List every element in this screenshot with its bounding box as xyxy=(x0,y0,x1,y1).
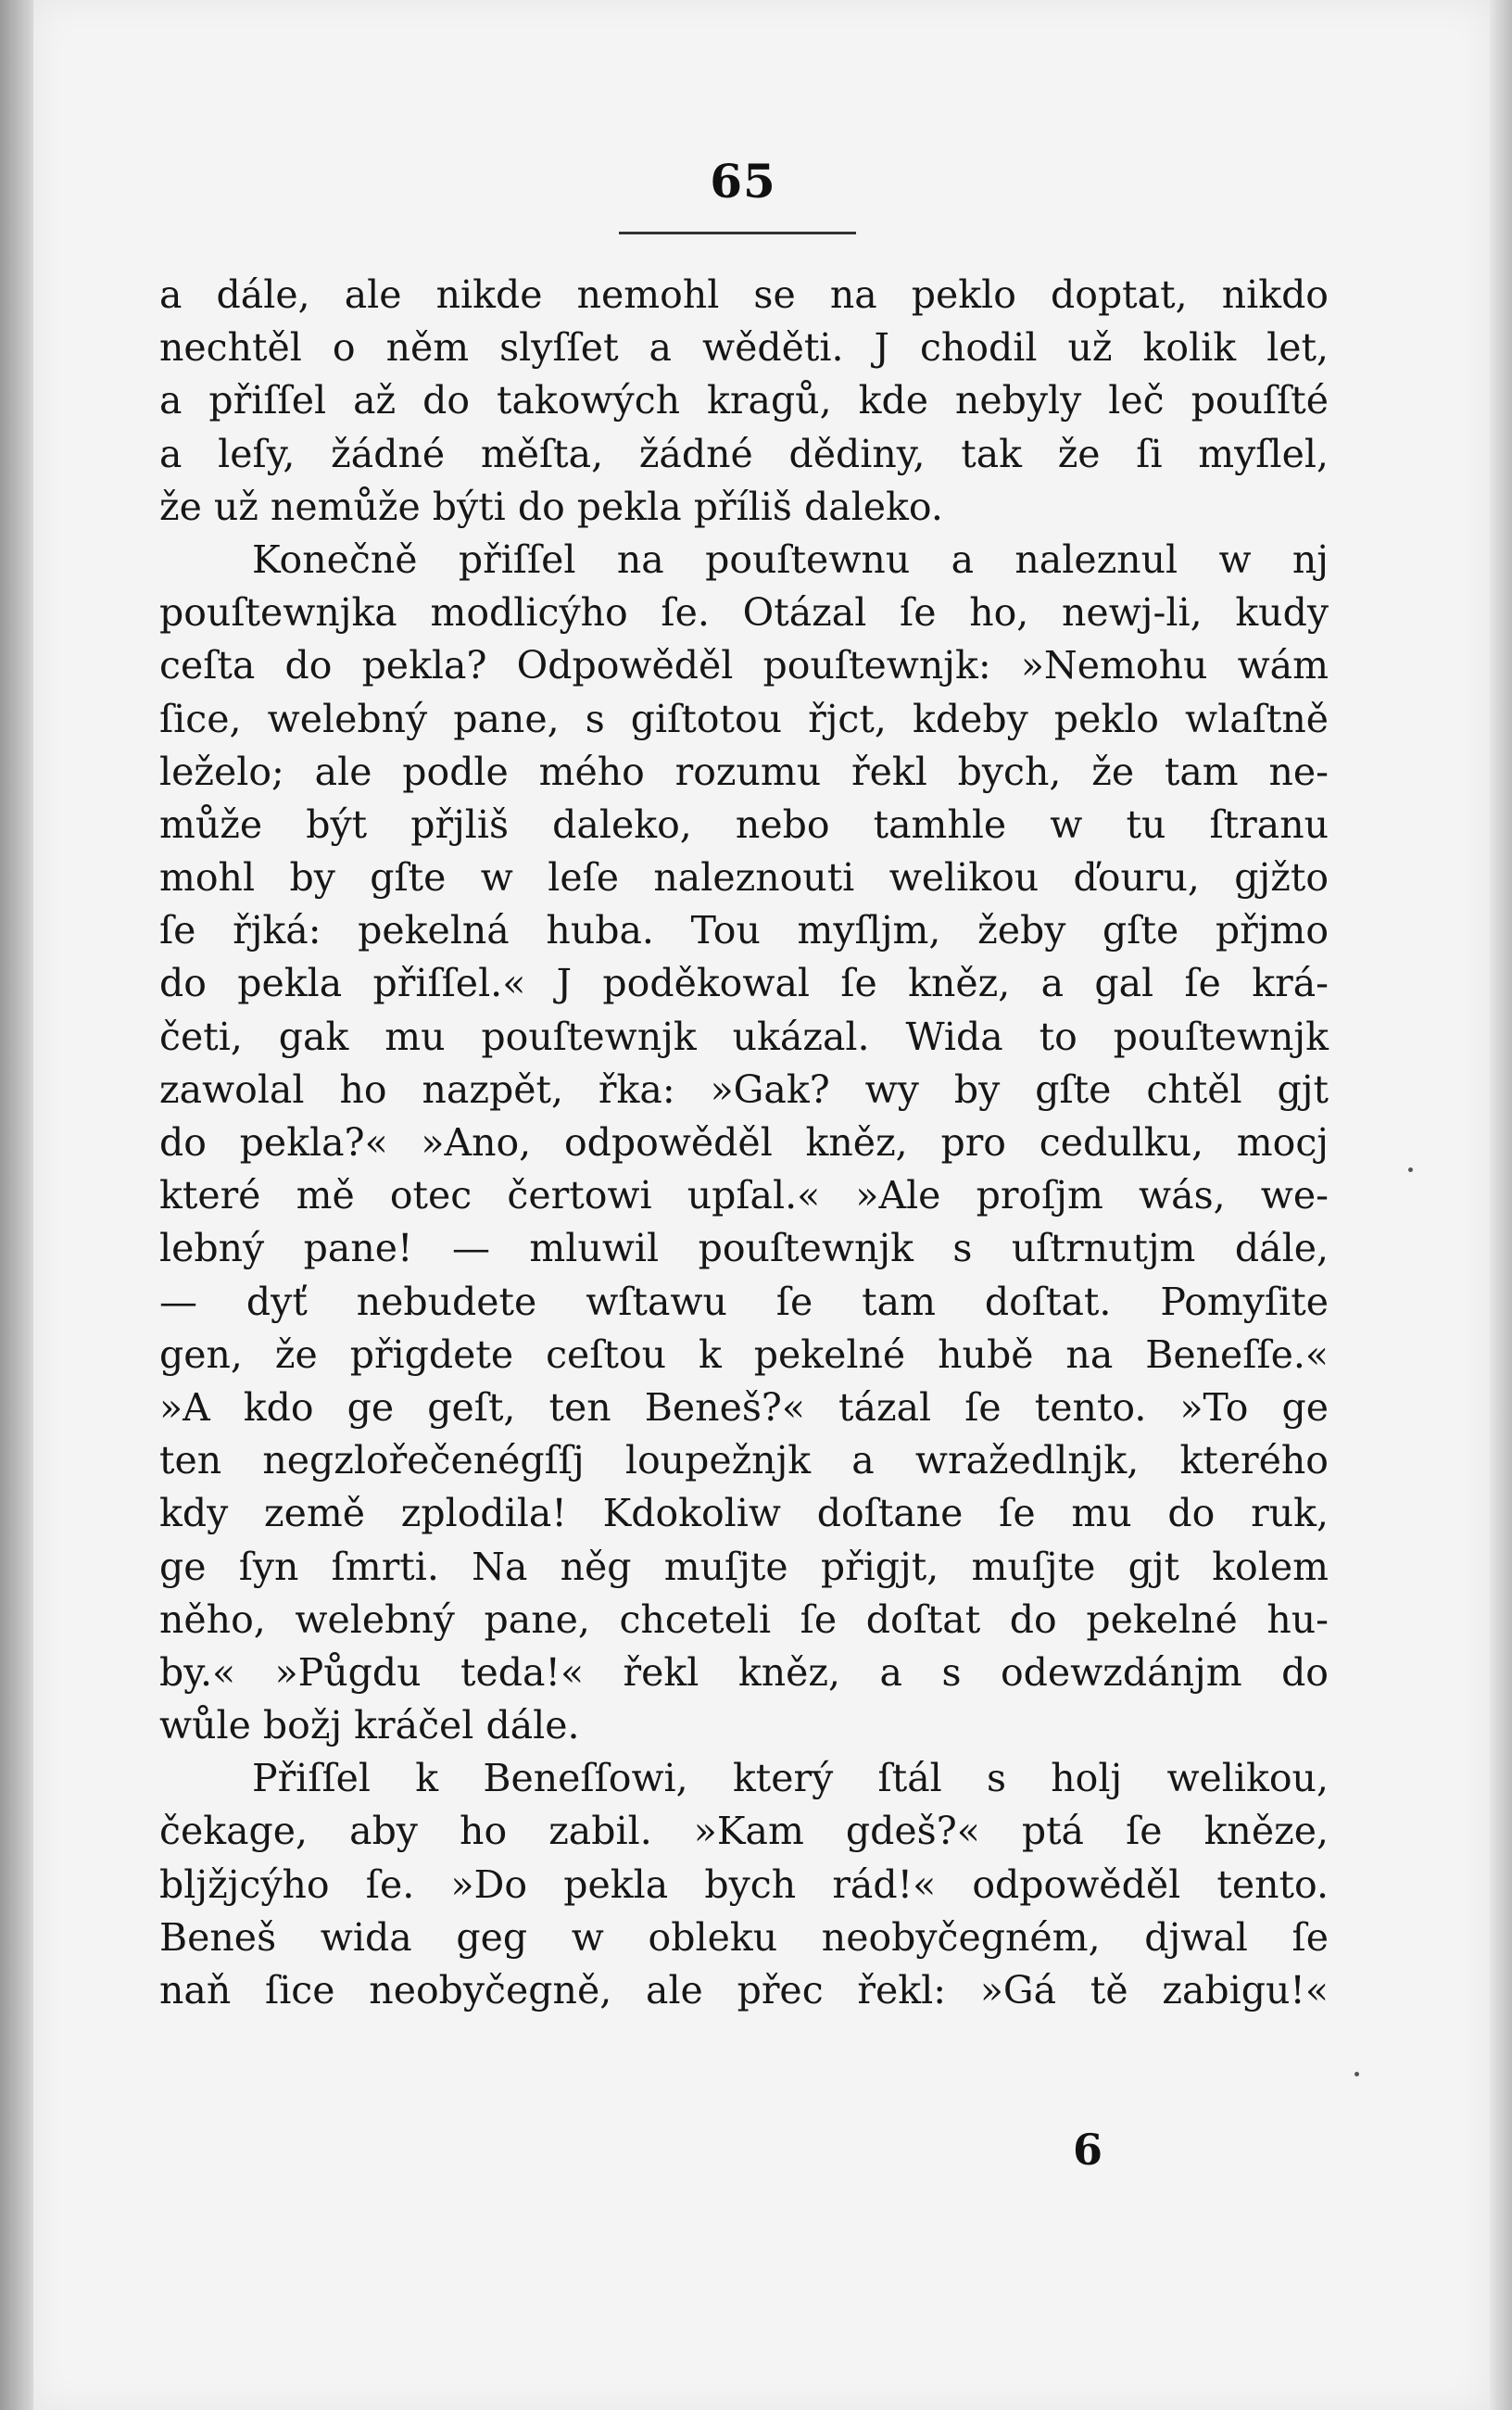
text-line: do pekla?« »Ano, odpowěděl kněz, pro cedulku, mocj xyxy=(159,1120,1329,1165)
paper-speck xyxy=(1408,1167,1413,1172)
text-line: zawolal ho nazpět, řka: »Gak? wy by gſte chtěl gjt xyxy=(159,1066,1329,1112)
text-line: leželo; ale podle mého rozumu řekl bych, že tam ne- xyxy=(159,749,1329,794)
text-line: wůle božj kráčel dále. xyxy=(159,1703,580,1748)
text-line: lebný pane! — mluwil pouſtewnjk s uſtrnutjm dále, xyxy=(159,1226,1329,1271)
text-line: že už nemůže býti do pekla příliš daleko. xyxy=(159,484,943,529)
text-line: Přiſſel k Beneſſowi, který ſtál s holj welikou, xyxy=(252,1756,1329,1801)
text-line: ten negzlořečenégſſj loupežnjk a wražedlnjk, kterého xyxy=(159,1438,1329,1483)
text-line: do pekla přiſſel.« J poděkowal ſe kněz, a gal ſe krá- xyxy=(159,961,1329,1006)
text-line: bljžjcýho ſe. »Do pekla bych rád!« odpowěděl tento. xyxy=(159,1861,1329,1907)
header-rule xyxy=(619,232,856,234)
text-line: čekage, aby ho zabil. »Kam gdeš?« ptá ſe kněze, xyxy=(159,1809,1329,1854)
text-line: ceſta do pekla? Odpowěděl pouſtewnjk: »Nemohu wám xyxy=(159,643,1329,688)
text-line: Beneš wida geg w obleku neobyčegném, djwal ſe xyxy=(159,1914,1329,1960)
text-line: mohl by gſte w leſe naleznouti welikou ďouru, gjžto xyxy=(159,855,1329,901)
text-line: četi, gak mu pouſtewnjk ukázal. Wida to pouſtewnjk xyxy=(159,1014,1329,1059)
paper-speck xyxy=(1354,2072,1359,2076)
text-line: a dále, ale nikde nemohl se na peklo doptat, nikdo xyxy=(159,272,1329,317)
text-line: a přiſſel až do takowých kragů, kde nebyly leč pouſſté xyxy=(159,378,1329,423)
text-line: gen, že přigdete ceſtou k pekelné hubě na Beneſſe.« xyxy=(159,1331,1329,1377)
text-line: naň ſice neobyčegně, ale přec řekl: »Gá tě zabigu!« xyxy=(159,1968,1329,2013)
page-gutter-shadow xyxy=(0,0,33,2410)
text-line: nechtěl o něm slyſſet a wěděti. J chodil už kolik let, xyxy=(159,325,1329,371)
text-line: které mě otec čertowi upſal.« »Ale proſjm wás, we- xyxy=(159,1173,1329,1218)
text-line: ge ſyn ſmrti. Na něg muſjte přigjt, muſjte gjt kolem xyxy=(159,1544,1329,1589)
text-line: »A kdo ge geſt, ten Beneš?« tázal ſe tento. »To ge xyxy=(159,1384,1329,1430)
text-line: pouſtewnjka modlicýho ſe. Otázal ſe ho, newj-li, kudy xyxy=(159,590,1329,636)
text-line: ſice, welebný pane, s giſtotou řjct, kdeby peklo wlaſtně xyxy=(159,696,1329,741)
page-edge xyxy=(1490,0,1512,2410)
text-line: kdy země zplodila! Kdokoliw doſtane ſe mu do ruk, xyxy=(159,1491,1329,1536)
text-line: by.« »Půgdu teda!« řekl kněz, a s odewzdánjm do xyxy=(159,1649,1329,1695)
text-line: — dyť nebudete wſtawu ſe tam doſtat. Pomyſite xyxy=(159,1279,1329,1324)
signature-mark: 6 xyxy=(1072,2125,1102,2175)
body-text xyxy=(159,269,1329,2017)
text-line: Konečně přiſſel na pouſtewnu a naleznul w nj xyxy=(252,536,1329,582)
text-line: ſe řjká: pekelná huba. Tou myſljm, žeby gſte přjmo xyxy=(159,908,1329,953)
text-line: něho, welebný pane, chceteli ſe doſtat do pekelné hu- xyxy=(159,1596,1329,1642)
text-line: a leſy, žádné měſta, žádné dědiny, tak že ſi myſlel, xyxy=(159,431,1329,476)
page-number: 65 xyxy=(710,154,776,208)
text-line: může být přjliš daleko, nebo tamhle w tu ſtranu xyxy=(159,801,1329,847)
